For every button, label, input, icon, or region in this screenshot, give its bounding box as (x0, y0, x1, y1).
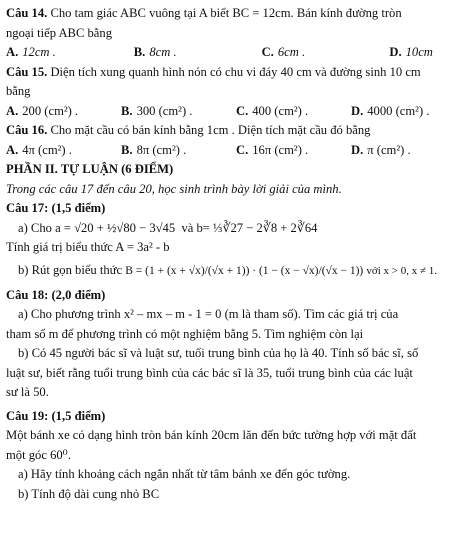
q15-text-1: Diện tích xung quanh hình nón có chu vi đáy 40 cm và đường sinh 10 cm (50, 64, 421, 79)
q17-a-task: Tính giá trị biểu thức A = 3a² - b (6, 240, 170, 254)
q16-choice-d (351, 141, 466, 161)
choice-label: A. (6, 103, 19, 118)
q17-a-and: và b= (181, 220, 210, 235)
q19-label: Câu 19: (1,5 điểm) (6, 408, 106, 423)
q15-label: Câu 15. (6, 64, 48, 79)
choice-label: A. (6, 142, 19, 157)
choice-value: 400 (cm²) . (252, 103, 309, 118)
q18-b-line-2: luật sư, biết rằng tuổi trung bình của các bác sĩ là 35, tuổi trung bình của các luật (6, 365, 413, 380)
choice-label: A. (6, 45, 19, 59)
q17-a-expr-b: ⅓∛27 − 2∛8 + 2∛64 (213, 220, 318, 235)
q14-choice-a (6, 43, 134, 63)
choice-label: D. (389, 45, 402, 59)
part2-heading: PHẦN II. TỰ LUẬN (6 ĐIỂM) (6, 162, 174, 176)
q19-part-a: a) Hãy tính khoảng cách ngắn nhất từ tâm bánh xe đến góc tường. (18, 467, 351, 481)
choice-label: D. (351, 103, 364, 118)
choice-label: C. (236, 142, 249, 157)
q18-b-line-1: b) Có 45 người bác sĩ và luật sư, tuổi trung bình của họ là 40. Tính số bác sĩ, số (18, 346, 419, 360)
q15-choices (6, 102, 466, 122)
q15-choice-b (121, 102, 236, 122)
q17-a-expr-a: √20 + ½√80 − 3√45 (74, 220, 176, 235)
q18-b-line-3: sư là 50. (6, 385, 49, 399)
choice-label: D. (351, 142, 364, 157)
q17-b-prefix: b) Rút gọn biểu thức (18, 262, 123, 277)
q16-choice-a (6, 141, 121, 161)
q16-choices (6, 141, 466, 161)
q14-choice-b (134, 43, 262, 63)
q16-choice-b (121, 141, 236, 161)
q19-line-1: Một bánh xe có dạng hình tròn bán kính 20cm lăn đến bức tường hợp với mặt đất (6, 428, 417, 442)
choice-label: B. (121, 103, 133, 118)
q16-choice-c (236, 141, 351, 161)
choice-label: B. (121, 142, 133, 157)
q14-text-2: ngoại tiếp ABC bằng (6, 25, 112, 40)
choice-value: 6cm . (277, 45, 306, 59)
q15-choice-d (351, 102, 466, 122)
q17-b-cond: với x > 0, x ≠ 1. (366, 264, 438, 277)
q17-b-expr: B = (1 + (x + √x)/(√x + 1)) · (1 − (x − √x)/(√x − 1)) (125, 264, 364, 277)
choice-value: 10cm (405, 45, 433, 59)
q16-line-1 (6, 121, 466, 141)
q15-text-2: bằng (6, 84, 31, 98)
q18-a-line-2: tham số m để phương trình có một nghiệm bằng 5. Tìm nghiệm còn lại (6, 326, 364, 341)
choice-value: 4000 (cm²) . (367, 103, 430, 118)
choice-value: 8π (cm²) . (136, 142, 187, 157)
q19-line-2: một góc 60⁰. (6, 447, 71, 462)
choice-value: 300 (cm²) . (136, 103, 193, 118)
part2-instruction: Trong các câu 17 đến câu 20, học sinh trình bày lời giải của mình. (6, 181, 342, 196)
q15-choice-a (6, 102, 121, 122)
q19-part-b: b) Tính độ dài cung nhỏ BC (18, 486, 160, 501)
q15-choice-c (236, 102, 351, 122)
q14-choice-d (389, 43, 466, 63)
choice-value: 12cm . (22, 45, 56, 59)
q14-choice-c (262, 43, 390, 63)
q15-line-1 (6, 63, 466, 83)
choice-label: B. (133, 45, 146, 59)
q17-label: Câu 17: (1,5 điểm) (6, 201, 106, 215)
q14-line-1 (6, 4, 466, 24)
q14-text-1: Cho tam giác ABC vuông tại A biết BC = 12cm. Bán kính đường tròn (50, 6, 402, 20)
q14-choices (6, 43, 466, 63)
choice-value: π (cm²) . (367, 142, 411, 157)
q15-line-2 (6, 82, 466, 102)
q16-label: Câu 16. (6, 123, 48, 137)
q17-part-b (6, 258, 466, 282)
choice-value: 8cm . (149, 45, 177, 59)
q18-a-line-1: a) Cho phương trình x² – mx – m - 1 = 0 (m là tham số). Tìm các giá trị của (18, 307, 399, 321)
q17-part-a (6, 219, 466, 239)
choice-label: C. (236, 103, 249, 118)
q14-label: Câu 14. (6, 6, 48, 20)
choice-value: 200 (cm²) . (22, 103, 79, 118)
choice-label: C. (261, 45, 274, 59)
q17-a-prefix: a) Cho a = (18, 220, 71, 235)
choice-value: 4π (cm²) . (22, 142, 72, 157)
q14-line-2 (6, 24, 466, 44)
q18-label: Câu 18: (2,0 điểm) (6, 287, 106, 302)
choice-value: 16π (cm²) . (252, 142, 309, 157)
q16-text-1: Cho mặt cầu có bán kính bằng 1cm . Diện tích mặt cầu đó bằng (50, 123, 371, 137)
